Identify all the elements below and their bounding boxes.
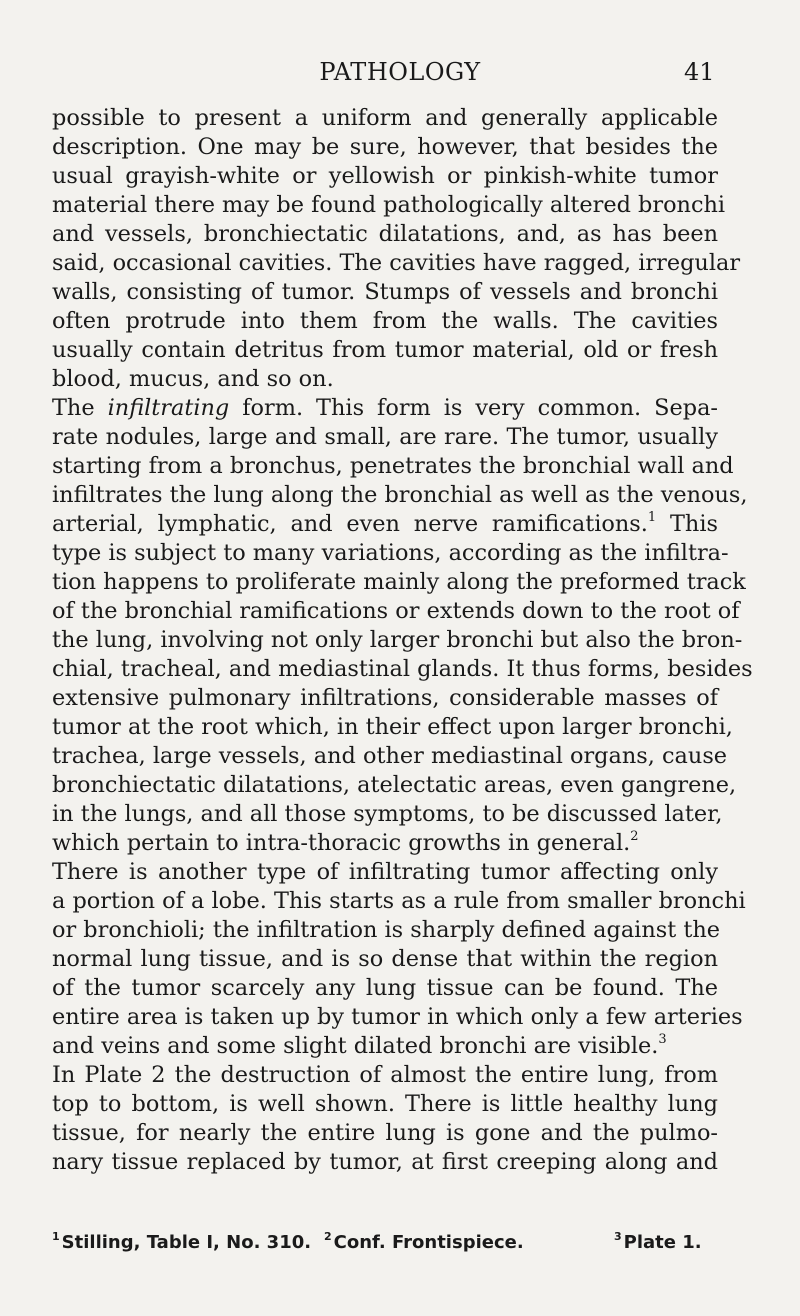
text-line: [52, 1148, 718, 1177]
text-line: [52, 858, 718, 887]
text-run: type is subject to many variations, according as the infiltra-: [52, 540, 729, 566]
text-line: [52, 887, 746, 916]
text-line: [52, 1032, 718, 1061]
text-line: [52, 800, 723, 829]
text-line: [52, 336, 718, 365]
text-run: bronchiectatic dilatations, atelectatic areas, even gangrene,: [52, 772, 737, 798]
text-line: [52, 1061, 718, 1090]
footnote-2: [324, 1232, 524, 1253]
text-run: arterial, lymphatic, and even nerve ramifications.: [52, 511, 648, 537]
text-line: [52, 307, 718, 336]
text-run: a portion of a lobe. This starts as a rule from smaller bronchi: [52, 888, 746, 914]
text-line: [52, 916, 721, 945]
text-run: normal lung tissue, and is so dense that within the region: [52, 946, 718, 972]
footnote-reference: 3: [658, 1031, 667, 1047]
text-run: of the bronchial ramifications or extends down to the root of: [52, 598, 740, 624]
text-run: entire area is taken up by tumor in which only a few arteries: [52, 1004, 743, 1030]
text-run: of the tumor scarcely any lung tissue can be found. The: [52, 975, 718, 1001]
text-run: description. One may be sure, however, that besides the: [52, 134, 718, 160]
text-line: [52, 162, 718, 191]
text-run: tumor at the root which, in their effect upon larger bronchi,: [52, 714, 733, 740]
text-run: and vessels, bronchiectatic dilatations, and, as has been: [52, 221, 718, 247]
text-run: tion happens to proliferate mainly along the preformed track: [52, 569, 746, 595]
text-line: [52, 220, 718, 249]
text-run: nary tissue replaced by tumor, at first creeping along and: [52, 1149, 718, 1175]
text-line: [52, 1090, 718, 1119]
text-run: infiltrates the lung along the bronchial as well as the venous,: [52, 482, 748, 508]
text-line: [52, 452, 734, 481]
page-number: 41: [684, 58, 715, 86]
text-line: [52, 191, 726, 220]
text-line: [52, 568, 746, 597]
text-line: [52, 626, 743, 655]
text-run: said, occasional cavities. The cavities have ragged, irregular: [52, 250, 741, 276]
text-run: or bronchioli; the infiltration is sharply defined against the: [52, 917, 721, 943]
text-run: tissue, for nearly the entire lung is gone and the pulmo-: [52, 1120, 718, 1146]
body-text: [52, 104, 753, 1177]
text-line: [52, 945, 718, 974]
text-line: [52, 597, 740, 626]
text-run: material there may be found pathologically altered bronchi: [52, 192, 726, 218]
text-run: often protrude into them from the walls. The cavities: [52, 308, 718, 334]
text-line: [52, 974, 718, 1003]
text-run: possible to present a uniform and generally applicable: [52, 105, 718, 131]
text-line: [52, 394, 718, 423]
text-line: [52, 829, 718, 858]
text-line: [52, 278, 718, 307]
text-run: extensive pulmonary infiltrations, considerable masses of: [52, 685, 718, 711]
text-run: usual grayish-white or yellowish or pinkish-white tumor: [52, 163, 718, 189]
text-line: [52, 713, 733, 742]
text-line: [52, 539, 729, 568]
footnote-reference: 1: [647, 509, 657, 525]
text-line: [52, 365, 718, 394]
text-line: [52, 684, 718, 713]
text-line: [52, 1003, 743, 1032]
running-head: PATHOLOGY: [319, 58, 481, 86]
footnote-text: Plate 1.: [623, 1232, 702, 1253]
text-line: [52, 510, 718, 539]
text-run: blood, mucus, and so on.: [52, 366, 334, 392]
footnote-1: [52, 1232, 311, 1253]
text-line: [52, 481, 748, 510]
italic-term: infiltrating: [107, 395, 230, 421]
text-run: This: [656, 511, 718, 537]
text-run: trachea, large vessels, and other mediastinal organs, cause: [52, 743, 728, 769]
text-run: In Plate 2 the destruction of almost the entire lung, from: [52, 1062, 718, 1088]
footnote-mark: 2: [324, 1230, 332, 1243]
text-line: [52, 1119, 718, 1148]
footnote-mark: 3: [614, 1230, 622, 1243]
text-run: top to bottom, is well shown. There is little healthy lung: [52, 1091, 718, 1117]
text-run: starting from a bronchus, penetrates the bronchial wall and: [52, 453, 734, 479]
text-line: [52, 133, 718, 162]
text-line: [52, 771, 737, 800]
footnote-text: Stilling, Table I, No. 310.: [61, 1232, 312, 1253]
text-run: usually contain detritus from tumor material, old or fresh: [52, 337, 718, 363]
text-line: [52, 655, 753, 684]
footnote-mark: 1: [52, 1230, 60, 1243]
text-run: the lung, involving not only larger bronchi but also the bron-: [52, 627, 743, 653]
text-line: [52, 249, 741, 278]
text-run: which pertain to intra-thoracic growths in general.: [52, 830, 631, 856]
text-run: in the lungs, and all those symptoms, to be discussed later,: [52, 801, 723, 827]
text-run: The: [52, 395, 108, 421]
text-run: chial, tracheal, and mediastinal glands. It thus forms, besides: [52, 656, 753, 682]
text-run: form. This form is very common. Sepa-: [229, 395, 718, 421]
text-line: [52, 423, 718, 452]
text-run: walls, consisting of tumor. Stumps of vessels and bronchi: [52, 279, 718, 305]
page-header: [0, 58, 800, 98]
text-line: [52, 104, 718, 133]
footnote-text: Conf. Frontispiece.: [333, 1232, 524, 1253]
footnote-3: [614, 1232, 702, 1253]
text-run: There is another type of infiltrating tumor affecting only: [52, 859, 718, 885]
text-run: rate nodules, large and small, are rare. The tumor, usually: [52, 424, 718, 450]
text-run: and veins and some slight dilated bronchi are visible.: [52, 1033, 659, 1059]
footnote-reference: 2: [630, 828, 639, 844]
text-line: [52, 742, 728, 771]
